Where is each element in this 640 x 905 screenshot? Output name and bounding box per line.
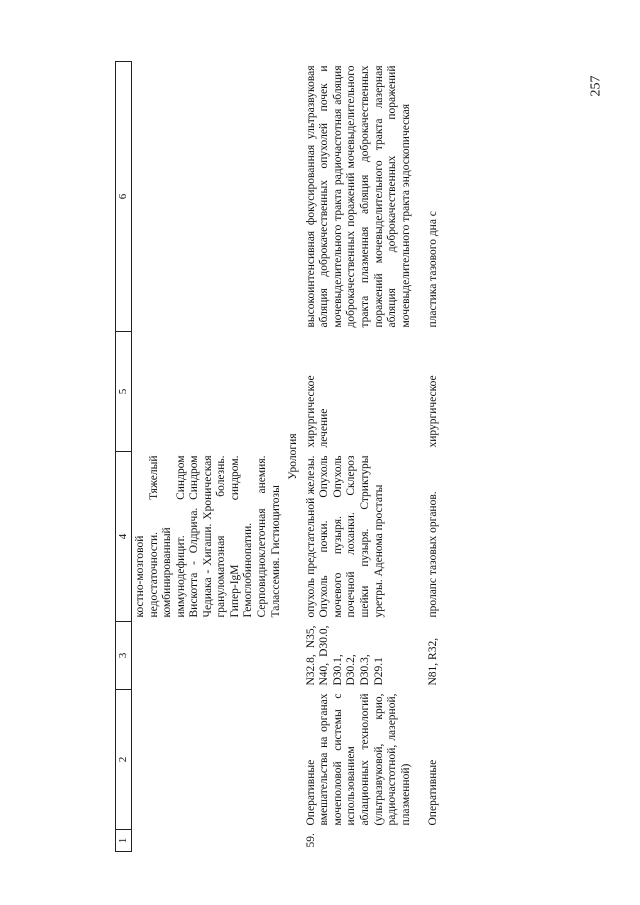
page-number: 257 [588, 75, 604, 97]
rotated-table-container [115, 62, 575, 852]
section-heading-row [285, 62, 303, 852]
treatment-method: высокоинтенсивная фокусированная ультразвуковая абляция доброкачественных опухолей почек и мочевыделительного тракта радиочастотная абляция доброкачественных поражений мочевыделительного тракта плазменная абляция доброкачественных поражений мочевыделительного тракта лазерная абляция доброкачественных поражений мочевыделительного тракта эндоскопическая [304, 65, 412, 328]
icd-codes: N32.8, N35, N40, D30.0, D30.1, D30.2, D30.3, D29.1 [304, 625, 385, 686]
procedures-table [115, 61, 443, 852]
column-number: 5 [116, 332, 132, 452]
column-number: 4 [116, 452, 132, 622]
column-number: 1 [116, 830, 132, 852]
table-row [303, 62, 416, 852]
table-row [425, 62, 443, 852]
row-number [425, 830, 443, 852]
procedure-name: Оперативные [427, 759, 440, 826]
column-number: 6 [116, 62, 132, 332]
diagnosis-cell: костно-мозговой недостаточности. Тяжелый комбинированный иммунодефицит. Синдром Вискотта - Олдрича. Синдром Чедиака - Хигаши. Хроническая грануломатозная болезнь. Гипер-IgM синдром. Гемоглобинопатии. Серповидноклеточная анемия. Талассемия. Гистиоцитозы [133, 455, 282, 618]
treatment-type: хирургическое [427, 375, 440, 448]
row-number: 59. [304, 833, 317, 848]
treatment-method: пластика тазового дна с [427, 211, 440, 328]
diagnosis-cell: опухоль предстательной железы. Опухоль почки. Опухоль мочевого пузыря. Опухоль почечной лоханки. Склероз шейки пузыря. Стриктуры уретры. Аденома простаты [304, 455, 385, 618]
column-number-row [116, 62, 132, 852]
column-number: 3 [116, 622, 132, 690]
treatment-type: хирургическое лечение [304, 375, 331, 448]
section-heading: Урология [287, 433, 300, 480]
procedure-name: Оперативные вмешательства на органах мочеполовой системы с использованием аблационных технологий (ультразвуковой, крио, радиочастотной, лазерной, плазменной) [304, 693, 412, 826]
diagnosis-cell: пролапс тазовых органов. [427, 491, 440, 618]
icd-codes: N81, R32, [427, 637, 440, 686]
column-number: 2 [116, 690, 132, 830]
continuation-row [131, 62, 285, 852]
